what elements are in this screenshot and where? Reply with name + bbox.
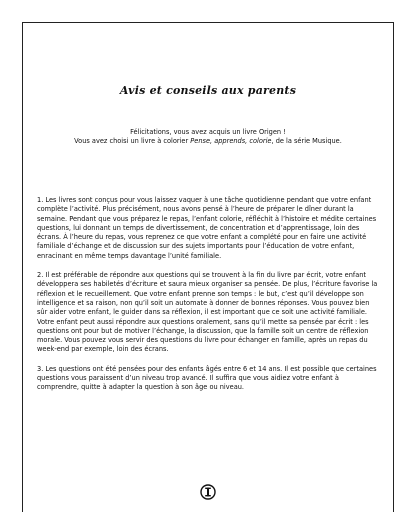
advice-paragraph-3: 3. Les questions ont été pensées pour des enfants âgés entre 6 et 14 ans. Il est possible que certaines questions vous paraissent d’un niveau trop avancé. Il suffira que vous aidiez votre enfant à comprendre, quitte à adapter la question à son âge ou niveau. [37, 364, 377, 392]
intro-line-2-post: , de la série Musique. [271, 137, 342, 146]
book-title: Pense, apprends, colorie [190, 137, 272, 146]
document-page [22, 22, 394, 512]
advice-body [37, 196, 379, 403]
intro-line-2 [31, 137, 385, 146]
advice-paragraph-2: 2. Il est préférable de répondre aux questions qui se trouvent à la fin du livre par écrit, votre enfant développera ses habiletés d’écriture et saura mieux organiser sa pensée. De plus, l’écriture favorise la réflexion et le recueillement. Que votre enfant prenne son temps : le but, c’est qu’il développe son intelligence et sa raison, non qu’il soit un automate à donner de bonnes réponses. Vous pouvez bien sûr aider votre enfant, le guider dans sa réflexion, il est important que ce soit une activité familiale. Votre enfant peut aussi répondre aux questions oralement, sans qu’il mette sa pensée par écrit : les questions ont pour but de motiver l’échange, la discussion, que la famille soit un centre de réflexion morale. Vous pouvez vous servir des questions du livre pour échanger en famille, après un repas du week-end par exemple, loin des écrans. [37, 271, 378, 354]
intro-line-2-pre: Vous avez choisi un livre à colorier [74, 137, 191, 146]
page-title: Avis et conseils aux parents [119, 84, 297, 97]
advice-paragraph-1: 1. Les livres sont conçus pour vous laissez vaquer à une tâche quotidienne pendant que votre enfant complète l’activité. Plus précisément, nous avons pensé à l’heure de préparer le dîner durant la semaine. Pendant que vous préparez le repas, l’enfant colorie, réfléchit à l’histoire et médite certaines questions, lui donnant un temps de divertissement, de concentration et d’apprentissage, loin des écrans. À l’heure du repas, vous reprenez ce que votre enfant a complété pour en faire une activité familiale d’échange et de discussion sur des sujets importants pour l’éducation de votre enfant, enracinant en même temps davantage l’unité familiale. [37, 196, 377, 260]
intro-block [31, 128, 385, 147]
intro-line-1: Félicitations, vous avez acquis un livre Origen ! [130, 128, 286, 136]
origen-logo-icon [200, 484, 216, 500]
